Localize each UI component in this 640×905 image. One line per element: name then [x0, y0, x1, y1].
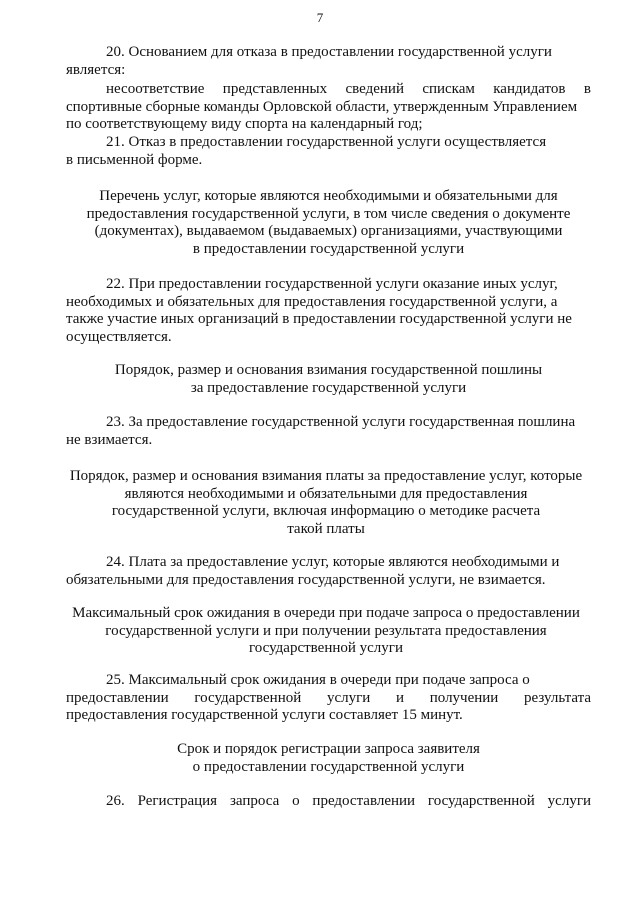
heading-line: государственной услуги, включая информацию о методике расчета — [111, 503, 541, 519]
paragraph-21 — [66, 134, 591, 169]
paragraph-23 — [66, 414, 591, 449]
word: предоставлении — [66, 689, 169, 706]
word: получении — [429, 689, 499, 706]
word: о — [292, 793, 300, 809]
paragraph-21-line-1: 21. Отказ в предоставлении государственной услуги осуществляется — [106, 134, 547, 150]
heading-line: за предоставление государственной услуги — [190, 379, 467, 396]
heading-line: Максимальный срок ожидания в очереди при подаче запроса о предоставлении — [72, 605, 580, 621]
word: кандидатов — [493, 81, 566, 97]
word: и — [396, 689, 405, 706]
page-number: 7 — [316, 10, 324, 25]
section-heading-registration — [66, 741, 591, 776]
paragraph-24 — [66, 554, 591, 589]
paragraph-23-line-1: 23. За предоставление государственной услуги государственная пошлина — [106, 414, 576, 430]
paragraph-26 — [66, 793, 591, 811]
word: Регистрация — [137, 793, 218, 809]
paragraph-25 — [66, 672, 591, 725]
heading-line: такой платы — [287, 520, 365, 537]
paragraph-22-line-2: необходимых и обязательных для предоставления государственной услуги, а — [66, 293, 558, 310]
paragraph-20-line-1: 20. Основанием для отказа в предоставлении государственной услуги — [106, 44, 552, 60]
word: предоставлении — [312, 793, 416, 809]
heading-line: государственной услуги — [249, 640, 403, 656]
word: государственной — [194, 689, 302, 706]
section-heading-queue-time — [60, 605, 592, 658]
heading-line: Срок и порядок регистрации запроса заявителя — [177, 741, 480, 757]
word: сведений — [345, 81, 404, 97]
word: запроса — [229, 793, 280, 809]
section-heading-state-duty — [66, 362, 591, 397]
word: представленных — [222, 81, 328, 97]
word: государственной — [427, 793, 535, 809]
heading-line: Перечень услуг, которые являются необходимыми и обязательными для — [99, 188, 558, 204]
paragraph-23-line-2: не взимается. — [66, 431, 153, 448]
paragraph-20-item-line-3: по соответствующему виду спорта на календарный год; — [66, 116, 423, 132]
word: в — [583, 81, 591, 97]
paragraph-22-line-1: 22. При предоставлении государственной услуги оказание иных услуг, — [106, 276, 558, 292]
heading-line: в предоставлении государственной услуги — [192, 240, 465, 257]
word: услуги — [326, 689, 371, 706]
paragraph-22-line-4: осуществляется. — [66, 328, 172, 345]
word: несоответствие — [106, 81, 205, 97]
paragraph-26-line-1 — [66, 793, 591, 811]
heading-line: являются необходимыми и обязательными для предоставления — [124, 485, 528, 502]
paragraph-25-line-1: 25. Максимальный срок ожидания в очереди при подаче запроса о — [106, 672, 530, 688]
heading-line: предоставления государственной услуги, в том числе сведения о документе — [86, 205, 571, 222]
section-heading-services-list — [66, 188, 591, 258]
paragraph-20-item — [66, 81, 591, 134]
paragraph-20-item-line-1 — [66, 81, 591, 99]
heading-line: Порядок, размер и основания взимания государственной пошлины — [114, 362, 543, 378]
paragraph-20 — [66, 44, 591, 79]
paragraph-24-line-2: обязательными для предоставления государственной услуги, не взимается. — [66, 571, 546, 588]
paragraph-22-line-3: также участие иных организаций в предоставлении государственной услуги не — [66, 311, 572, 327]
paragraph-22 — [66, 276, 591, 346]
heading-line: о предоставлении государственной услуги — [192, 758, 465, 775]
heading-line: государственной услуги и при получении результата предоставления — [105, 622, 547, 639]
word: спискам — [422, 81, 475, 97]
heading-line: (документах), выдаваемом (выдаваемых) организациями, участвующими — [94, 223, 563, 239]
heading-line: Порядок, размер и основания взимания платы за предоставление услуг, которые — [69, 468, 583, 484]
paragraph-24-line-1: 24. Плата за предоставление услуг, которые являются необходимыми и — [106, 554, 560, 570]
paragraph-20-item-line-2: спортивные сборные команды Орловской области, утвержденным Управлением — [66, 98, 578, 115]
word: услуги — [547, 793, 591, 809]
word: результата — [524, 689, 591, 706]
word: 26. — [106, 793, 125, 809]
paragraph-25-line-2 — [66, 690, 591, 708]
paragraph-20-line-2: является: — [66, 61, 126, 78]
paragraph-25-line-3: предоставления государственной услуги составляет 15 минут. — [66, 707, 463, 723]
paragraph-21-line-2: в письменной форме. — [66, 151, 203, 168]
section-heading-fees — [60, 468, 592, 538]
